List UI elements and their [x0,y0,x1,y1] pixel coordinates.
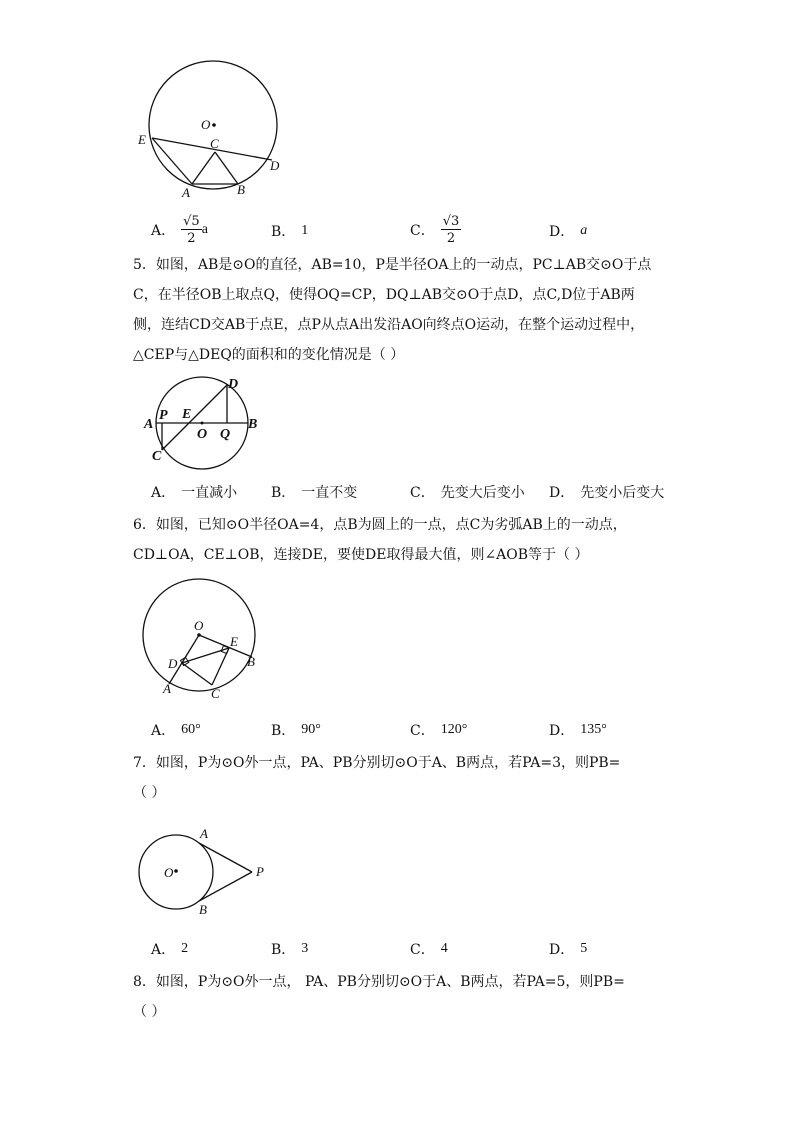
option-letter: B． [271,485,296,501]
q6-label-E: E [230,634,238,649]
q6-question [133,510,673,570]
q4-segment-EA [152,138,192,184]
q4-option-a-fraction [181,215,202,245]
q6-line-1: 6．如图，已知⊙O半径OA=4，点B为圆上的一点，点C为劣弧AB上的一动点， [133,517,627,533]
q6-line-2: CD⊥OA，CE⊥OB，连接DE，要使DE取得最大值，则∠AOB等于（ ） [133,547,589,563]
q5-option-b[interactable] [271,482,357,502]
option-text: 120° [440,722,468,737]
q4-label-B: B [237,182,245,197]
q5-chord-CD [162,385,227,450]
option-letter: B． [271,224,296,240]
q7-tangent-PB [199,872,252,901]
option-text: 4 [440,941,448,956]
q7-option-a[interactable] [151,939,188,959]
q4-segment-CB [215,152,238,184]
q5-label-O: O [197,427,208,442]
option-text: 5 [580,941,588,956]
q7-question [133,748,673,808]
option-text: 一直减小 [181,485,238,501]
option-letter: D． [549,485,575,501]
q5-line-2: C，在半径OB上取点Q，使得OQ=CP，DQ⊥AB交⊙O于点D，点C,D位于AB两 [133,287,635,303]
option-letter: C． [410,485,435,501]
q7-option-b[interactable] [271,939,308,959]
q5-label-P: P [159,408,168,423]
q4-label-E: E [138,132,146,147]
option-letter: A． [151,942,176,958]
q5-label-E: E [182,407,192,422]
q5-option-d[interactable] [549,482,664,502]
q4-segment-AC [192,152,215,184]
q5-label-D: D [228,377,239,392]
fraction-numerator: √5 [183,214,200,229]
q6-label-B: B [247,654,255,669]
option-letter: A． [151,223,176,239]
option-text: 135° [580,722,607,737]
q7-center-dot [174,869,178,873]
q4-label-C: C [210,136,219,151]
option-text: 60° [181,722,201,737]
q5-label-C: C [152,449,162,464]
option-letter: B． [271,942,296,958]
q5-question [133,250,673,370]
option-letter: C． [410,223,435,239]
q5-figure [140,372,265,472]
q6-label-A: A [163,681,171,696]
option-text: 90° [301,722,321,737]
q6-figure [135,572,275,702]
q6-label-O: O [194,618,204,633]
q4-label-O: O [201,117,211,132]
q8-line-2: （ ） [133,1004,166,1020]
option-letter: C． [410,942,435,958]
option-text: 先变小后变大 [580,485,665,501]
option-letter: A． [151,485,176,501]
option-text: a [580,223,588,238]
q5-label-A: A [144,417,154,432]
q5-option-c[interactable] [410,482,525,502]
q5-line-3: 侧，连结CD交AB于点E，点P从点A出发沿AO向终点O运动，在整个运动过程中， [133,317,645,333]
fraction-denominator: 2 [187,231,196,246]
q6-segment-DC [182,663,212,685]
q6-options [151,720,711,746]
q5-line-1: 5．如图，AB是⊙O的直径，AB=10，P是半径OA上的一动点，PC⊥AB交⊙O于点 [133,257,652,273]
fraction-denominator: 2 [446,231,456,246]
q6-option-b[interactable] [271,720,321,740]
q6-radius-OB [199,635,252,657]
q6-option-c[interactable] [410,720,467,740]
q7-tangent-PA [199,843,252,872]
q6-label-D: D [168,656,178,671]
q4-center-dot [212,123,216,127]
q6-option-a[interactable] [151,720,201,740]
q4-figure [130,60,300,205]
q6-label-C: C [211,686,220,701]
q8-question [133,967,673,1027]
q7-option-d[interactable] [549,939,587,959]
option-letter: D． [549,942,575,958]
q4-label-A: A [182,185,190,200]
q4-label-D: D [270,158,280,173]
q5-line-4: △CEP与△DEQ的面积和的变化情况是（ ） [133,347,405,363]
option-text: 1 [301,223,309,238]
option-text: 一直不变 [301,485,358,501]
q5-option-a[interactable] [151,482,237,502]
option-text: 3 [301,941,309,956]
option-letter: D． [549,723,575,739]
q4-option-c[interactable] [410,215,461,245]
q5-label-B: B [248,417,258,432]
q7-label-P: P [256,864,264,879]
q7-figure [138,824,273,919]
q8-line-1: 8．如图，P为⊙O外一点， PA、PB分别切⊙O于A、B两点，若PA=5，则PB= [133,974,625,990]
option-text: 2 [181,941,189,956]
q6-center-dot [197,633,201,637]
q7-option-c[interactable] [410,939,448,959]
q7-label-A: A [200,826,208,841]
option-letter: D． [549,224,575,240]
q5-label-Q: Q [220,427,231,442]
q4-option-c-fraction [441,215,462,245]
q4-option-d[interactable] [549,221,587,241]
q7-line-2: （ ） [133,785,166,801]
q4-options [151,213,711,245]
q5-options [151,482,711,508]
option-letter: C． [410,723,435,739]
q7-label-O: O [164,865,174,880]
option-text: 先变大后变小 [440,485,525,501]
q4-option-b[interactable] [271,221,308,241]
q7-label-B: B [199,902,207,917]
option-letter: B． [271,723,296,739]
q7-options [151,939,711,965]
option-suffix: a [201,222,208,237]
option-letter: A． [151,723,176,739]
q4-option-a[interactable] [151,215,208,245]
q5-center-dot [201,422,204,425]
fraction-numerator: √3 [442,214,460,229]
q6-option-d[interactable] [549,720,607,740]
q7-line-1: 7．如图，P为⊙O外一点，PA、PB分别切⊙O于A、B两点，若PA=3，则PB= [133,755,621,771]
